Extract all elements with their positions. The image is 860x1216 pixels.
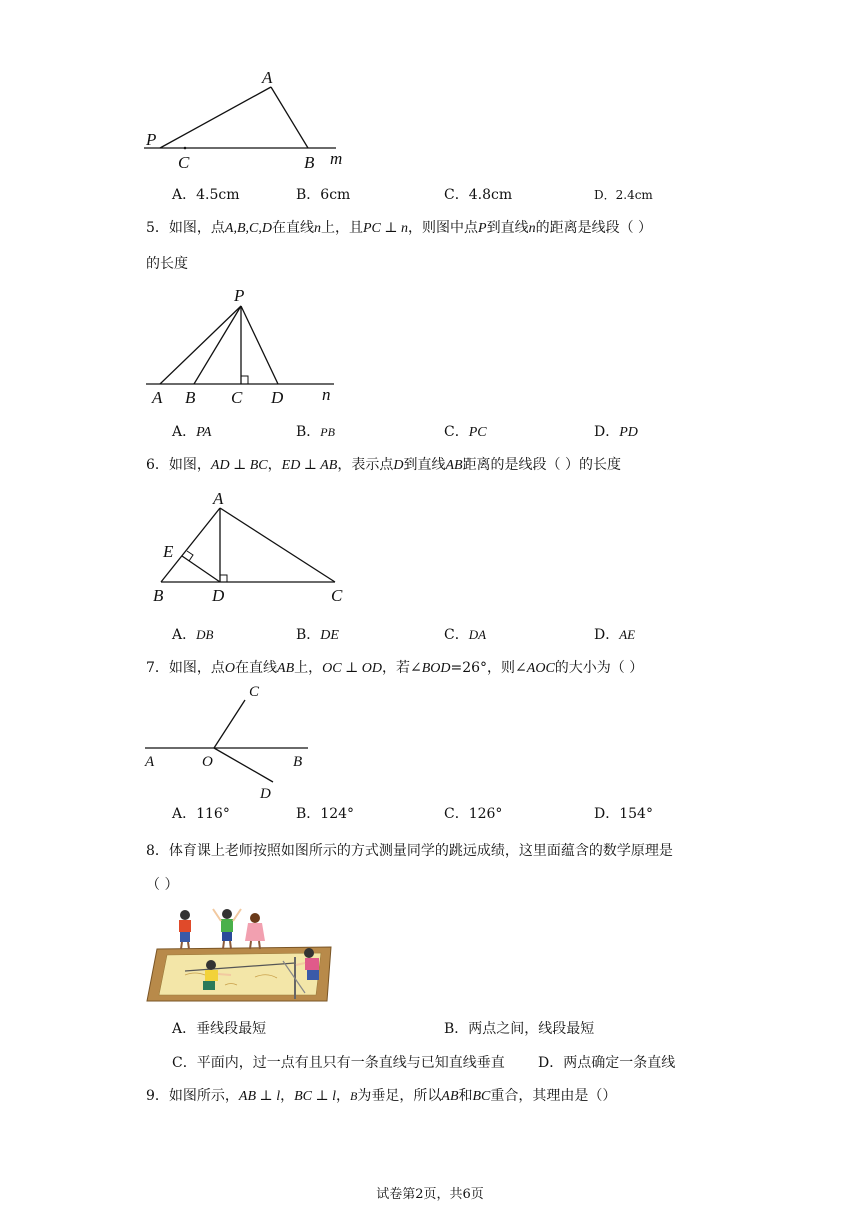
- q8-question-line2: （ ）: [146, 877, 179, 893]
- q7-option-c[interactable]: C．126°: [444, 806, 503, 822]
- q5-text-d: ，则图中点: [408, 220, 479, 236]
- q4-label-a: A: [262, 68, 273, 87]
- q9-question: 9．如图所示，AB ⊥ l，BC ⊥ l，B为垂足，所以AB和BC重合，其理由是（）: [146, 1088, 617, 1104]
- q4-label-b: B: [304, 153, 315, 172]
- q8-question-line1: 8．体育课上老师按照如图所示的方式测量同学的跳远成绩，这里面蕴含的数学原理是: [146, 843, 673, 859]
- q7-label-b: B: [293, 754, 303, 770]
- q5-option-b[interactable]: B．PB: [296, 424, 335, 440]
- q5-option-d[interactable]: D．PD: [594, 424, 638, 440]
- q7-option-a[interactable]: A．116°: [172, 806, 230, 822]
- q6-label-c: C: [331, 586, 343, 605]
- q6-option-d[interactable]: D．AE: [594, 627, 636, 643]
- q5-text-f: 的距离是线段（ ）: [535, 220, 653, 236]
- q6-option-a[interactable]: A．DB: [172, 627, 214, 643]
- q4-option-a[interactable]: A．4.5cm: [172, 187, 240, 203]
- q5-text-a: 5．如图，点: [146, 220, 225, 236]
- q5-line-n2: n: [528, 221, 536, 236]
- q7-question: 7．如图，点O在直线AB上，OC ⊥ OD，若∠BOD=26°，则∠AOC的大小为（ ）: [146, 660, 644, 676]
- q5-question-line2: 的长度: [146, 256, 188, 272]
- q7-option-d[interactable]: D．154°: [594, 806, 653, 822]
- q7-label-o: O: [202, 754, 213, 770]
- q5-points: A,B,C,D: [224, 221, 272, 236]
- q5-condition: PC ⊥ n: [362, 221, 409, 236]
- q6-option-c[interactable]: C．DA: [444, 627, 487, 643]
- q8-option-d[interactable]: D．两点确定一条直线: [538, 1055, 676, 1071]
- q4-label-p: P: [146, 130, 157, 149]
- q6-label-e: E: [163, 542, 174, 561]
- q6-option-b[interactable]: B．DE: [296, 627, 339, 643]
- q6-label-a: A: [213, 489, 224, 508]
- page-footer: 试卷第2页，共6页: [376, 1187, 484, 1202]
- q5-text-c: 上，且: [320, 220, 363, 236]
- q5-label-n: n: [322, 385, 331, 404]
- q8-option-a[interactable]: A．垂线段最短: [172, 1021, 267, 1037]
- q4-option-c[interactable]: C．4.8cm: [444, 187, 513, 203]
- q6-figure: [140, 488, 360, 608]
- q5-figure: [140, 286, 360, 406]
- q7-label-c: C: [249, 684, 260, 700]
- q4-label-m: m: [330, 149, 343, 168]
- q4-label-c: C: [178, 153, 190, 172]
- q6-question: 6．如图，AD ⊥ BC，ED ⊥ AB，表示点D到直线AB距离的是线段（ ）的长度: [146, 457, 622, 473]
- q5-option-a[interactable]: A．PA: [172, 424, 212, 440]
- q5-label-d: D: [271, 388, 284, 407]
- q5-text-b: 在直线: [271, 220, 314, 236]
- q7-label-a: A: [145, 754, 155, 770]
- q5-point-p: P: [478, 221, 487, 236]
- q5-label-b: B: [185, 388, 196, 407]
- q5-question-line1: [146, 219, 652, 238]
- q4-triangle-figure: [140, 68, 360, 178]
- q5-label-c: C: [231, 388, 243, 407]
- q4-option-d[interactable]: D．2.4cm: [594, 188, 653, 202]
- q5-option-c[interactable]: C．PC: [444, 424, 487, 440]
- q5-label-p: P: [234, 286, 245, 305]
- q7-option-b[interactable]: B．124°: [296, 806, 355, 822]
- q4-option-b[interactable]: B．6cm: [296, 187, 351, 203]
- q7-figure: [140, 684, 360, 804]
- q6-label-b: B: [153, 586, 164, 605]
- q5-text-e: 到直线: [486, 220, 529, 236]
- q8-long-jump-illustration: [145, 905, 335, 1003]
- q6-label-d: D: [212, 586, 225, 605]
- q5-label-a: A: [152, 388, 163, 407]
- q7-label-d: D: [260, 786, 271, 802]
- q5-line-n: n: [313, 221, 321, 236]
- q8-option-c[interactable]: C．平面内，过一点有且只有一条直线与已知直线垂直: [172, 1055, 505, 1071]
- q8-option-b[interactable]: B．两点之间，线段最短: [444, 1021, 595, 1037]
